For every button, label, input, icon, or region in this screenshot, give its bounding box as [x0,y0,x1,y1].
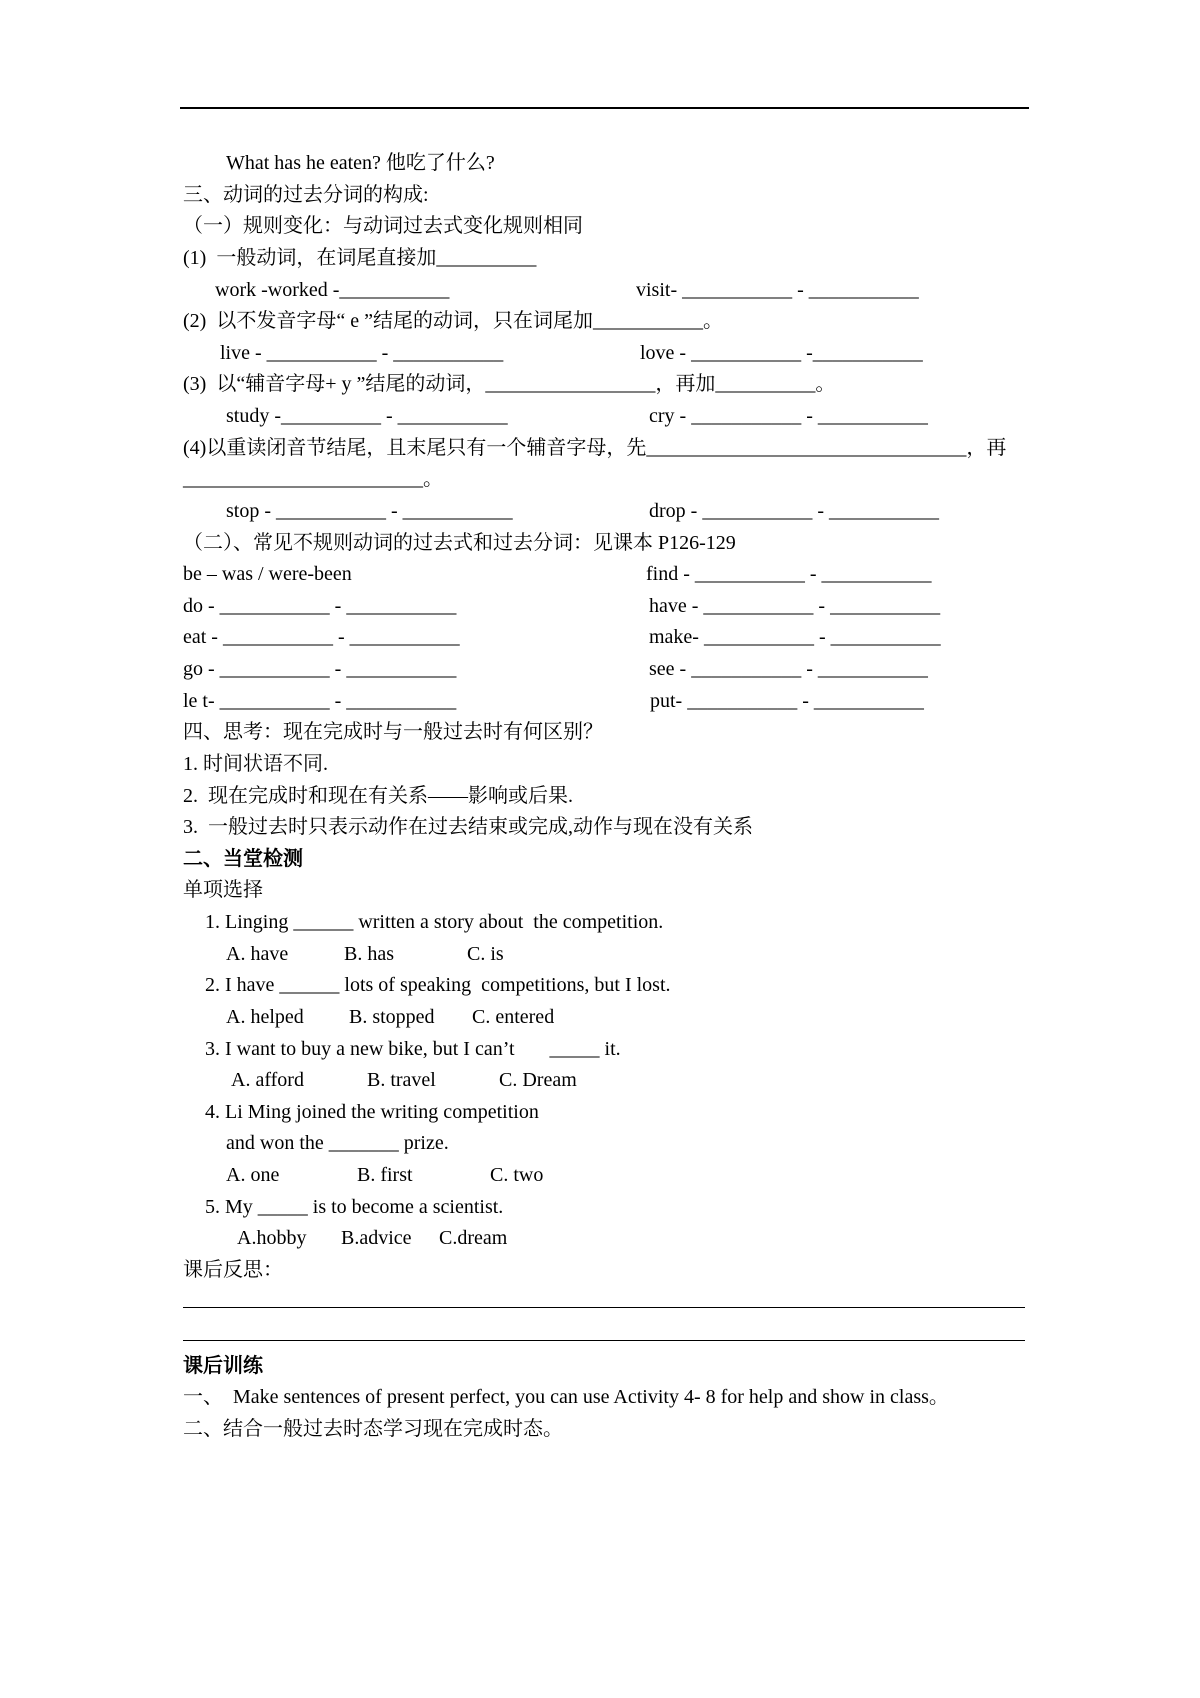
rule-2-examples [183,338,1033,370]
rule-1-text: (1) 一般动词，在词尾直接加__________ [183,246,537,269]
rule-3-text: (3) 以“辅音字母+ y ”结尾的动词，_________________，再加__________。 [183,373,836,396]
question-3-options [183,1065,1033,1097]
irregular-row [183,591,1033,623]
rule-3-example-right: cry - ___________ - ___________ [649,405,928,427]
in-class-test-title: 二、当堂检测 [183,847,303,870]
option-a: A. one [226,1164,280,1186]
irregular-verb-right: put- ___________ - ___________ [650,689,924,712]
homework-item: 一、 Make sentences of present perfect, you can use Activity 4- 8 for help and show in class。 [183,1386,949,1409]
homework-title: 课后训练 [183,1354,263,1377]
irregular-verb-right: make- ___________ - ___________ [649,626,941,649]
multiple-choice-subtitle: 单项选择 [183,879,263,902]
irregular-row [183,654,1033,686]
rule-1-example-right: visit- ___________ - ___________ [636,278,919,301]
option-a: A.hobby [237,1227,307,1250]
comparison-point: 1. 时间状语不同. [183,752,328,775]
regular-change-title: （一）规则变化：与动词过去式变化规则相同 [183,215,583,238]
irregular-verb-right: find - ___________ - ___________ [646,563,932,586]
irregular-verb-left: le t- ___________ - ___________ [183,689,457,712]
rule-2-example-left: live - ___________ - ___________ [220,341,504,364]
reflection-label: 课后反思： [183,1258,283,1281]
rule-4-text: (4)以重读闭音节结尾，且末尾只有一个辅音字母，先________________________________，再 [183,436,1007,459]
option-a: A. have [226,942,289,965]
option-b: B.advice [341,1227,412,1250]
rule-1-example-left: work -worked -___________ [215,278,450,301]
irregular-verb-left: go - ___________ - ___________ [183,658,457,680]
rule-3-example-left: study -__________ - ___________ [226,405,508,427]
rule-3-examples [183,401,1033,433]
option-c: C. is [467,942,504,965]
irregular-verb-left: be – was / were-been [183,563,352,586]
worksheet-content [183,148,1033,1445]
comparison-point: 2. 现在完成时和现在有关系——影响或后果. [183,784,573,807]
irregular-verb-left: do - ___________ - ___________ [183,594,457,617]
option-a: A. helped [226,1005,304,1028]
option-c: C. two [490,1164,544,1186]
option-c: C.dream [439,1227,508,1250]
header-rule [180,107,1029,109]
comparison-point: 3. 一般过去时只表示动作在过去结束或完成,动作与现在没有关系 [183,816,753,839]
section-title-past-participle: 三、动词的过去分词的构成: [183,183,429,206]
option-c: C. Dream [499,1069,577,1092]
option-b: B. has [344,942,394,965]
question-5-options [183,1223,1033,1255]
comparison-title: 四、思考：现在完成时与一般过去时有何区别？ [183,721,603,744]
irregular-row [183,686,1033,718]
rule-4-example-left: stop - ___________ - ___________ [226,499,513,522]
irregular-title: （二）、常见不规则动词的过去式和过去分词：见课本 P126-129 [183,531,736,554]
rule-4-example-right: drop - ___________ - ___________ [649,499,939,522]
rule-4-examples [183,496,1033,528]
question-4-options [183,1160,1033,1192]
irregular-row [183,622,1033,654]
rule-4-text-continued: ________________________。 [183,468,443,491]
option-b: B. first [357,1164,413,1186]
question-4-stem: 4. Li Ming joined the writing competition [205,1100,539,1123]
option-a: A. afford [231,1069,304,1092]
option-c: C. entered [472,1005,555,1028]
reflection-answer-line [183,1308,1025,1341]
question-5-stem: 5. My _____ is to become a scientist. [205,1195,504,1218]
question-4-stem-continued: and won the _______ prize. [226,1132,449,1155]
option-b: B. stopped [349,1005,435,1028]
question-1-stem: 1. Linging ______ written a story about the competition. [205,911,664,933]
rule-2-example-right: love - ___________ -___________ [640,341,923,364]
homework-item: 二、结合一般过去时态学习现在完成时态。 [183,1417,563,1440]
reflection-answer-line [183,1287,1025,1308]
irregular-verb-left: eat - ___________ - ___________ [183,626,460,649]
question-3-stem: 3. I want to buy a new bike, but I can’t _____ it. [205,1037,621,1060]
irregular-verb-right: see - ___________ - ___________ [649,658,928,680]
rule-2-text: (2) 以不发音字母“ e ”结尾的动词，只在词尾加___________。 [183,310,723,333]
rule-1-examples [183,275,1033,307]
question-2-stem: 2. I have ______ lots of speaking competitions, but I lost. [205,974,671,997]
irregular-verb-right: have - ___________ - ___________ [649,594,941,617]
question-2-options [183,1002,1033,1034]
irregular-row [183,559,1033,591]
option-b: B. travel [367,1069,436,1092]
example-sentence: What has he eaten? 他吃了什么? [226,152,495,174]
question-1-options [183,939,1033,971]
